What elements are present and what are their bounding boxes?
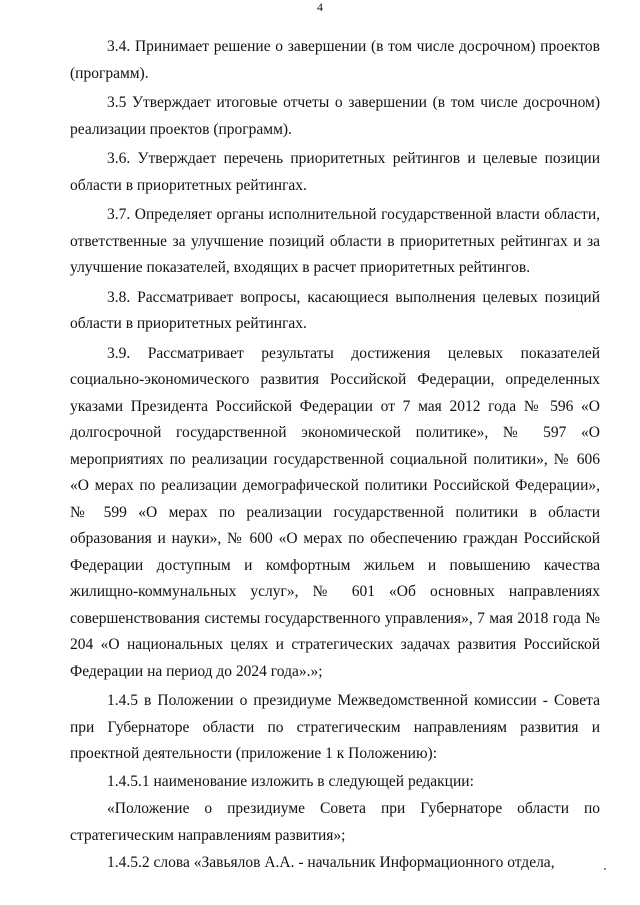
- paragraph-3-8: 3.8. Рассматривает вопросы, касающиеся выполнения целевых позиций области в приоритетных рейтингах.: [70, 288, 600, 332]
- paragraph-3-5: 3.5 Утверждает итоговые отчеты о завершении (в том числе досрочном) реализации проектов (программ).: [70, 94, 600, 138]
- paragraph-3-4: 3.4. Принимает решение о завершении (в том числе досрочном) проектов (программ).: [70, 38, 600, 82]
- scan-dot-mark: [604, 868, 606, 870]
- paragraph-3-6: 3.6. Утверждает перечень приоритетных рейтингов и целевые позиции области в приоритетных рейтингах.: [70, 150, 600, 194]
- page-number: 4: [317, 0, 323, 14]
- paragraph-1-4-5-2: 1.4.5.2 слова «Завьялов А.А. - начальник Информационного отдела,: [107, 854, 555, 871]
- paragraph-quote-title: «Положение о президиуме Совета при Губернаторе области по стратегическим направлениям развития»;: [70, 800, 600, 844]
- paragraph-1-4-5-1: 1.4.5.1 наименование изложить в следующей редакции:: [107, 772, 474, 790]
- paragraph-1-4-5: 1.4.5 в Положении о президиуме Межведомственной комиссии - Совета при Губернаторе области по стратегическим направлениям развития и проектной деятельности (приложение 1 к Положению):: [70, 692, 600, 762]
- paragraph-3-9: 3.9. Рассматривает результаты достижения целевых показателей социально-экономического развития Российской Федерации, определенных указами Президента Российской Федерации от 7 мая 2012 года № 596 «О долгосрочной государственной экономической политике», № 597 «О мероприятиях по реализации государственной социальной политики», № 606 «О мерах по реализации демографической политики Российской Федерации», № 599 «О мерах по реализации государственной политики в области образования и науки», № 600 «О мерах по обеспечению граждан Российской Федерации доступным и комфортным жильем и повышению качества жилищно-коммунальных услуг», № 601 «Об основных направлениях совершенствования системы государственного управления», 7 мая 2018 года № 204 «О национальных целях и стратегических задачах развития Российской Федерации на период до 2024 года».»;: [70, 344, 600, 680]
- paragraph-3-7: 3.7. Определяет органы исполнительной государственной власти области, ответственные за улучшение позиций области в приоритетных рейтингах и за улучшение показателей, входящих в расчет приоритетных рейтингов.: [70, 206, 600, 276]
- document-body: [70, 34, 600, 877]
